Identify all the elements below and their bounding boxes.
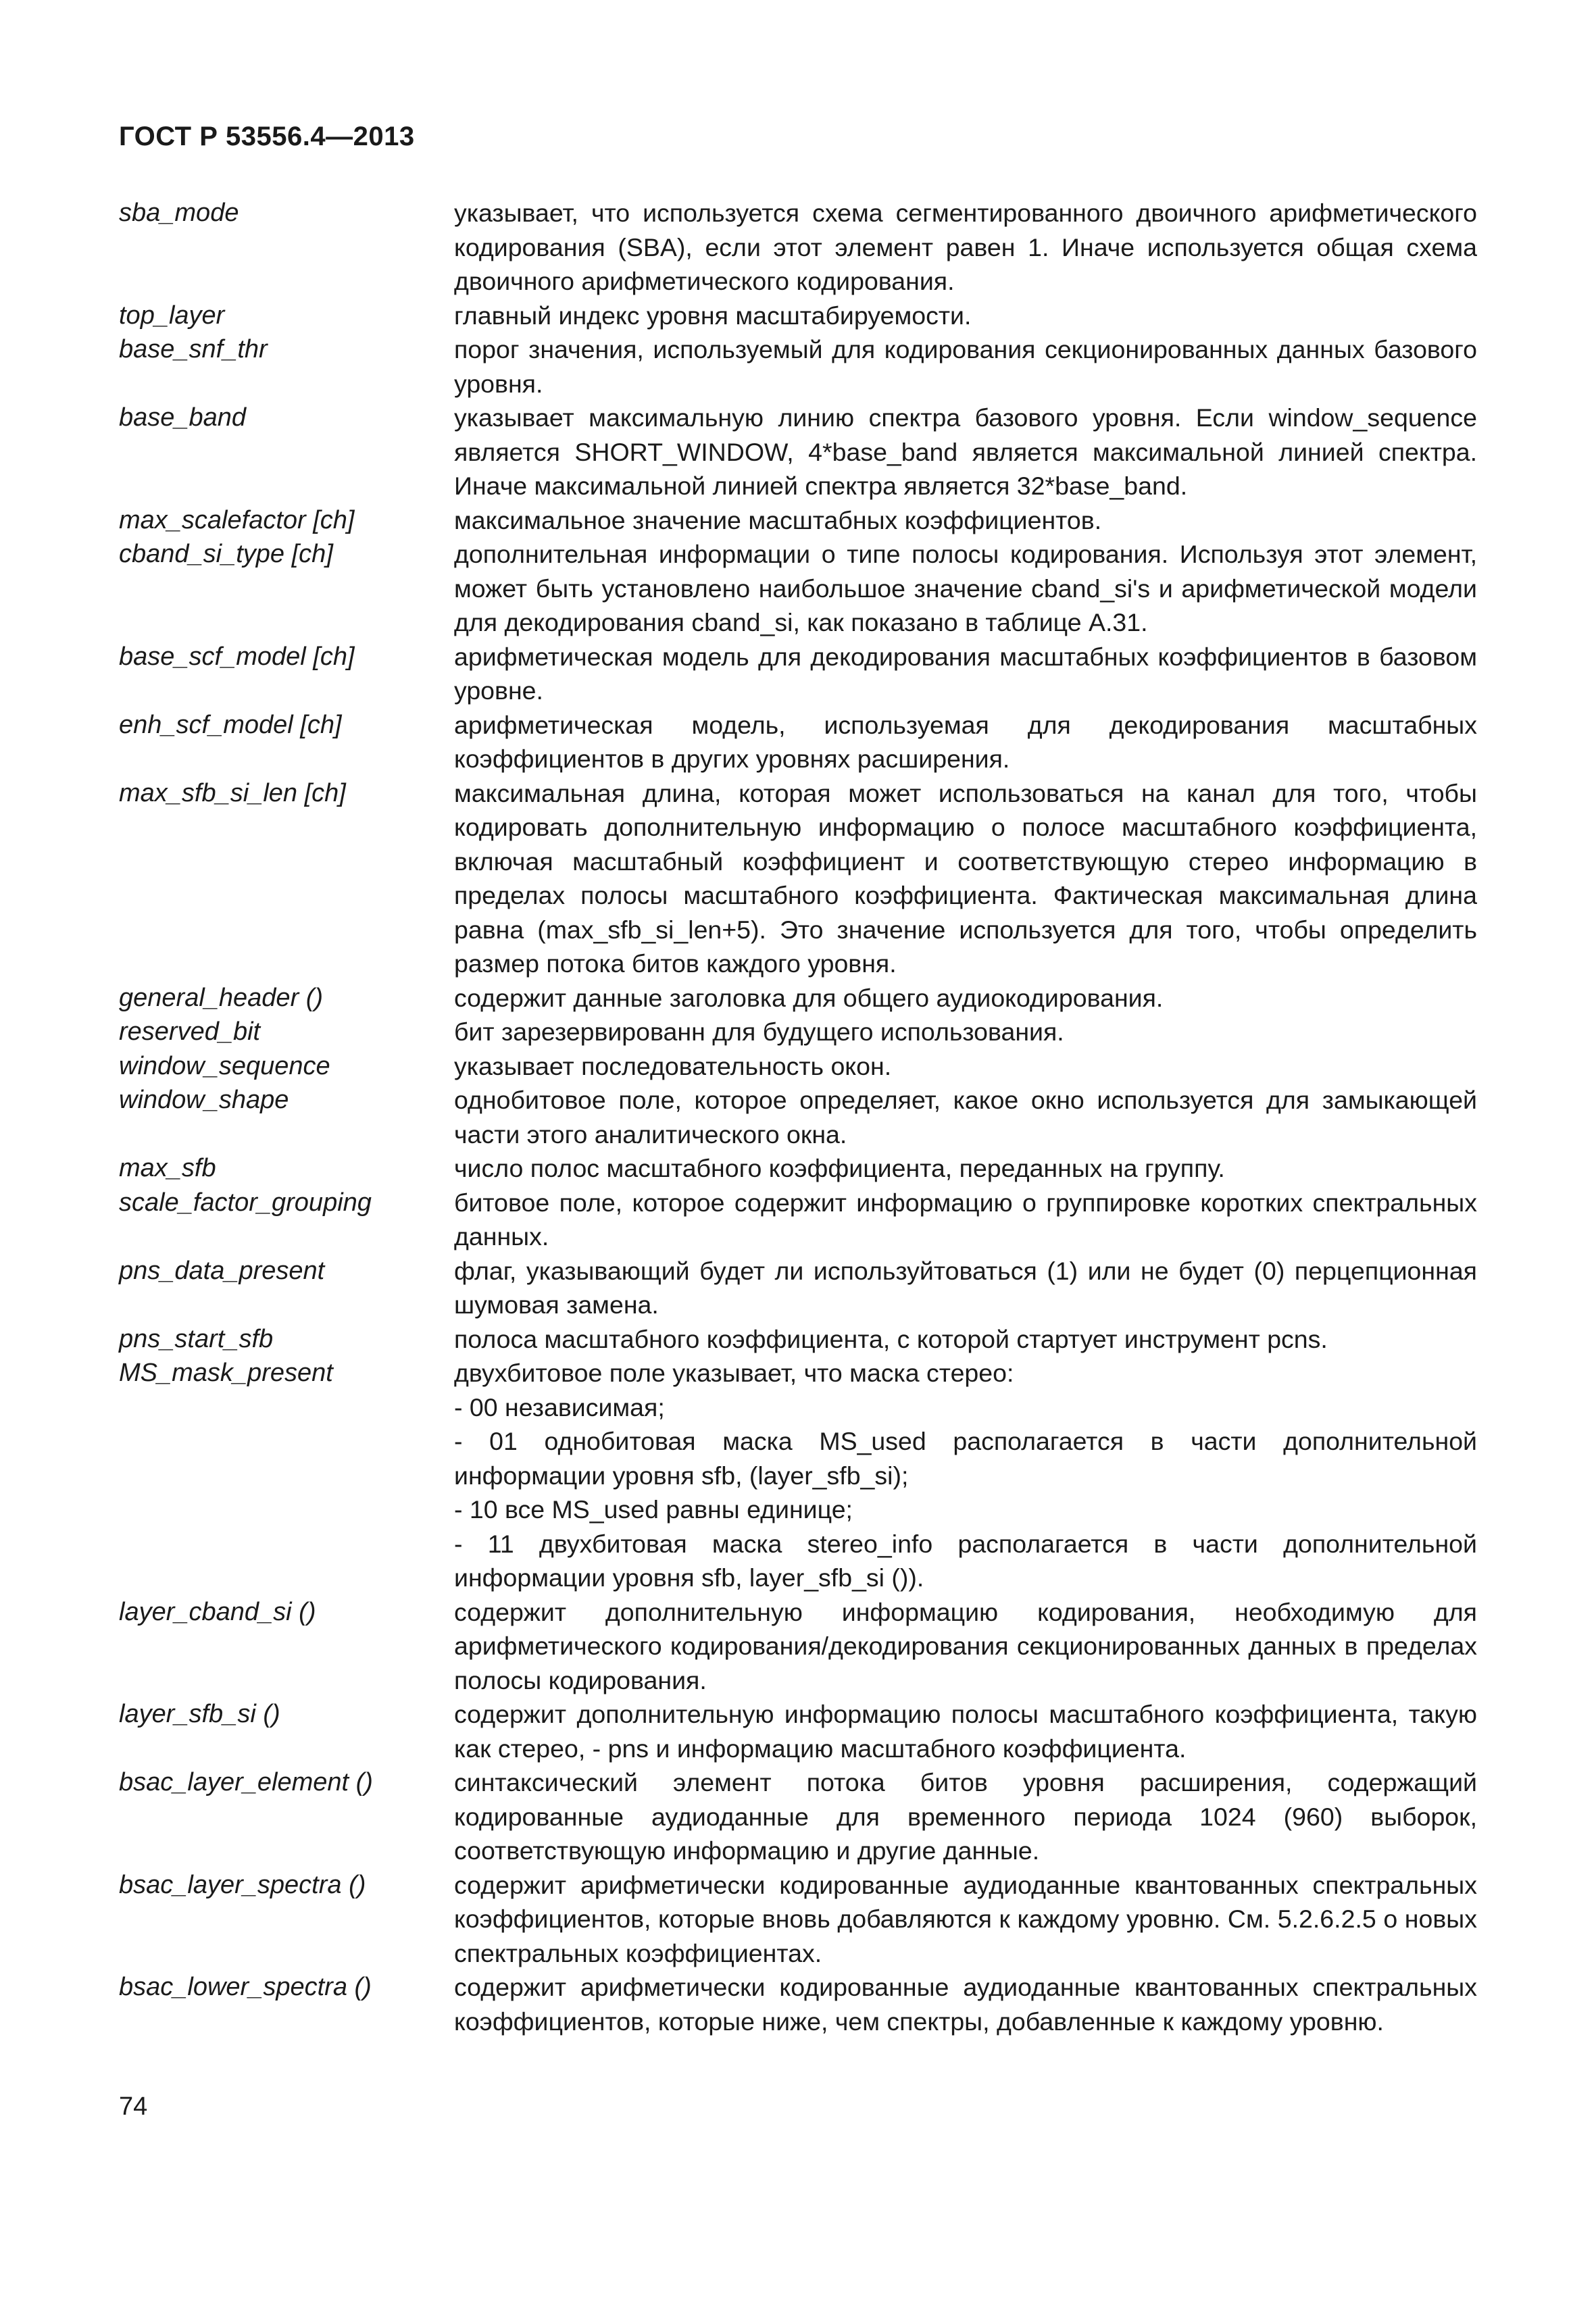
description-line: битовое поле, которое содержит информацию о группировке коротких спектральных данных. (454, 1188, 1477, 1251)
page-number: 74 (119, 2092, 148, 2121)
definition-term: max_sfb_si_len [ch] (119, 778, 346, 807)
definition-term: window_shape (119, 1086, 289, 1114)
description-line: - 00 независимая; (454, 1392, 665, 1422)
definition-description (454, 708, 1477, 776)
description-line: - 11 двухбитовая маска stereo_info располагается в части дополнительной информации уровня sfb, layer_sfb_si ()). (454, 1529, 1477, 1592)
description-line: содержит дополнительную информацию полосы масштабного коэффициента, такую как стерео, - pns и информацию масштабного коэффициента. (454, 1700, 1477, 1763)
definition-term: cband_si_type [ch] (119, 540, 333, 568)
definition-row (119, 1254, 1477, 1322)
description-line: флаг, указывающий будет ли используйтоваться (1) или не будет (0) перцепционная шумовая замена. (454, 1256, 1477, 1319)
definition-description (454, 1595, 1477, 1698)
definition-term: max_sfb (119, 1154, 216, 1182)
description-line: указывает, что используется схема сегментированного двоичного арифметического кодирования (SBA), если этот элемент равен 1. Иначе используется общая схема двоичного арифметического кодирования. (454, 199, 1477, 295)
definition-term: bsac_lower_spectra () (119, 1973, 372, 2001)
definition-description (454, 1015, 1477, 1049)
description-line: содержит данные заголовка для общего аудиокодирования. (454, 983, 1164, 1012)
description-line: содержит арифметически кодированные аудиоданные квантованных спектральных коэффициентов, которые вновь добавляются к каждому уровню. См. 5.2.6.2.5 о новых спектральных коэффициентах. (454, 1870, 1477, 1967)
definition-description (454, 1765, 1477, 1868)
definition-description (454, 299, 1477, 333)
definition-row (119, 1083, 1477, 1151)
definition-description (454, 537, 1477, 640)
definition-row (119, 1868, 1477, 1971)
definition-row (119, 1322, 1477, 1357)
definition-term: layer_cband_si () (119, 1597, 316, 1626)
description-line: максимальное значение масштабных коэффициентов. (454, 505, 1102, 534)
description-line: синтаксический элемент потока битов уровня расширения, содержащий кодированные аудиоданные для временного периода 1024 (960) выборок, соответствующую информацию и другие данные. (454, 1768, 1477, 1865)
definition-term: base_scf_model [ch] (119, 642, 355, 671)
description-line: арифметическая модель для декодирования масштабных коэффициентов в базовом уровне. (454, 642, 1477, 705)
definition-description (454, 401, 1477, 503)
definition-description (454, 1868, 1477, 1971)
definition-row (119, 1151, 1477, 1186)
definition-description (454, 1322, 1477, 1357)
description-line: число полос масштабного коэффициента, переданных на группу. (454, 1154, 1225, 1182)
definition-description (454, 1254, 1477, 1322)
definition-row (119, 332, 1477, 401)
definition-row (119, 1356, 1477, 1595)
definition-row (119, 299, 1477, 333)
definition-row (119, 503, 1477, 538)
description-line: дополнительная информации о типе полосы кодирования. Используя этот элемент, может быть установлено наибольшое значение cband_si's и арифметической модели для декодирования cband_si, как показано в таблице А.31. (454, 540, 1477, 636)
definition-term: scale_factor_grouping (119, 1188, 372, 1217)
definition-term: bsac_layer_spectra () (119, 1870, 366, 1899)
definition-description (454, 1356, 1477, 1595)
definition-row (119, 1015, 1477, 1049)
definition-description (454, 1083, 1477, 1151)
description-line: содержит арифметически кодированные аудиоданные квантованных спектральных коэффициентов, которые ниже, чем спектры, добавленные к каждому уровню. (454, 1973, 1477, 2036)
document-header: ГОСТ Р 53556.4—2013 (119, 122, 415, 151)
definition-description (454, 1970, 1477, 2038)
definition-description (454, 1697, 1477, 1765)
definition-description (454, 332, 1477, 401)
description-line: указывает максимальную линию спектра базового уровня. Если window_sequence является SHORT_WINDOW, 4*base_band является максимальной линией спектра. Иначе максимальной линией спектра является 32*base_band. (454, 403, 1477, 500)
definition-row (119, 401, 1477, 503)
definitions-list (119, 196, 1477, 2038)
definition-description (454, 1151, 1477, 1186)
definition-term: MS_mask_present (119, 1359, 333, 1387)
definition-row (119, 1186, 1477, 1254)
definition-term: general_header () (119, 983, 324, 1012)
definition-description (454, 196, 1477, 299)
description-line: содержит дополнительную информацию кодирования, необходимую для арифметического кодирования/декодирования секционированных данных в пределах полосы кодирования. (454, 1597, 1477, 1694)
definition-description (454, 1186, 1477, 1254)
description-line: двухбитовое поле указывает, что маска стерео: (454, 1359, 1014, 1387)
definition-term: pns_data_present (119, 1256, 325, 1285)
definition-term: layer_sfb_si () (119, 1700, 280, 1728)
description-line: максимальная длина, которая может использоваться на канал для того, чтобы кодировать дополнительную информацию о полосе масштабного коэффициента, включая масштабный коэффициент и соответствующую стерео информацию в пределах полосы масштабного коэффициента. Фактическая максимальная длина равна (max_sfb_si_len+5). Это значение используется для того, чтобы определить размер потока битов каждого уровня. (454, 778, 1477, 978)
definition-term: reserved_bit (119, 1017, 261, 1046)
definition-row (119, 537, 1477, 640)
definition-row (119, 1970, 1477, 2038)
definition-term: base_band (119, 403, 247, 432)
definition-term: base_snf_thr (119, 335, 268, 363)
definition-description (454, 981, 1477, 1015)
description-line: - 01 однобитовая маска MS_used располагается в части дополнительной информации уровня sfb, (layer_sfb_si); (454, 1427, 1477, 1490)
definition-row (119, 196, 1477, 299)
definition-row (119, 981, 1477, 1015)
definition-row (119, 776, 1477, 981)
definition-row (119, 640, 1477, 708)
definition-description (454, 503, 1477, 538)
definition-term: max_scalefactor [ch] (119, 505, 355, 534)
description-line: указывает последовательность окон. (454, 1051, 892, 1080)
definition-term: top_layer (119, 301, 225, 330)
description-line: бит зарезервированн для будущего использования. (454, 1017, 1064, 1046)
description-line: однобитовое поле, которое определяет, какое окно используется для замыкающей части этого аналитического окна. (454, 1086, 1477, 1149)
description-line: главный индекс уровня масштабируемости. (454, 301, 972, 330)
definition-term: sba_mode (119, 199, 239, 227)
definition-term: pns_start_sfb (119, 1324, 274, 1353)
definition-row (119, 1765, 1477, 1868)
definition-term: bsac_layer_element () (119, 1768, 373, 1796)
description-line: полоса масштабного коэффициента, с которой стартует инструмент pcns. (454, 1324, 1328, 1353)
definition-description (454, 640, 1477, 708)
definition-description (454, 776, 1477, 981)
definition-term: window_sequence (119, 1051, 330, 1080)
definition-row (119, 1049, 1477, 1084)
description-line: порог значения, используемый для кодирования секционированных данных базового уровня. (454, 335, 1477, 398)
description-line: - 10 все MS_used равны единице; (454, 1495, 853, 1524)
definition-description (454, 1049, 1477, 1084)
definition-row (119, 708, 1477, 776)
definition-term: enh_scf_model [ch] (119, 710, 342, 739)
definition-row (119, 1595, 1477, 1698)
description-line: арифметическая модель, используемая для декодирования масштабных коэффициентов в других уровнях расширения. (454, 710, 1477, 773)
definition-row (119, 1697, 1477, 1765)
